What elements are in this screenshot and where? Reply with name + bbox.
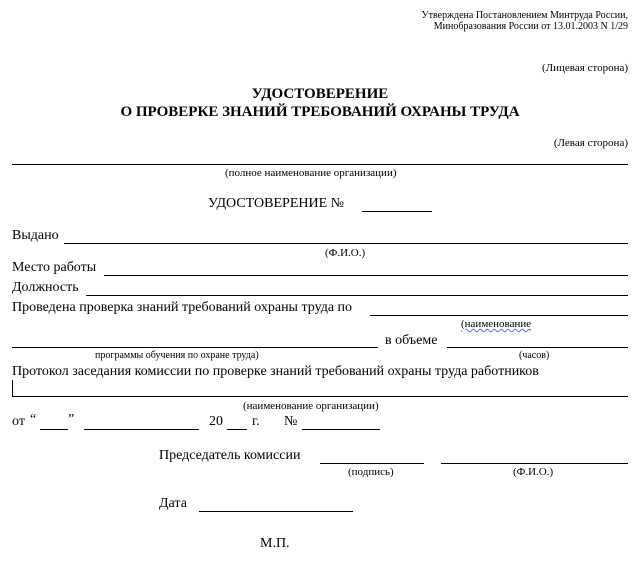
title-line-2: О ПРОВЕРКЕ ЗНАНИЙ ТРЕБОВАНИЙ ОХРАНЫ ТРУДА [120,104,520,120]
fio-caption: (Ф.И.О.) [325,247,366,259]
chairman-fio-line[interactable] [441,463,628,464]
workplace-line[interactable] [104,275,628,276]
naming-caption: (наименование [461,318,532,330]
position-label: Должность [12,280,79,295]
program-line[interactable] [12,347,378,348]
protocol-org-line[interactable] [12,396,628,397]
organization-line[interactable] [12,164,628,165]
quote-close: ” [68,412,75,427]
text-cursor [12,380,13,396]
chairman-label: Председатель комиссии [159,448,301,463]
issued-label: Выдано [12,228,59,243]
certificate-number-line[interactable] [362,211,432,212]
org-name-caption: (наименование организации) [243,400,379,412]
from-label: от [12,414,25,429]
year-suffix: г. [252,414,260,429]
protocol-label: Протокол заседания комиссии по проверке знаний требований охраны труда работников [12,364,539,379]
volume-label: в объеме [385,333,438,348]
program-caption: программы обучения по охране труда) [95,350,259,361]
date-line[interactable] [199,511,353,512]
check-label: Проведена проверка знаний требований охраны труда по [12,300,353,315]
day-line[interactable] [40,429,68,430]
position-line[interactable] [86,295,628,296]
date-label: Дата [159,496,187,511]
approval-line-2: Минобразования России от 13.01.2003 N 1/29 [433,21,628,32]
signature-caption: (подпись) [348,466,394,478]
side-front-label: (Лицевая сторона) [542,62,628,74]
organization-caption: (полное наименование организации) [225,167,397,179]
quote-open: “ [30,412,37,427]
number-sign: № [284,414,298,429]
protocol-number-line[interactable] [302,429,380,430]
approval-line-1: Утверждена Постановлением Минтруда России, [421,10,628,21]
year-prefix: 20 [209,414,223,429]
workplace-label: Место работы [12,260,97,275]
issued-line[interactable] [64,243,628,244]
signature-line[interactable] [320,463,424,464]
title-line-1: УДОСТОВЕРЕНИЕ [251,86,389,102]
chairman-fio-caption: (Ф.И.О.) [513,466,554,478]
hours-caption: (часов) [519,350,550,361]
check-line[interactable] [370,315,628,316]
side-left-label: (Левая сторона) [553,137,628,149]
hours-line[interactable] [447,347,628,348]
approval-note [422,10,628,32]
certificate-number-label: УДОСТОВЕРЕНИЕ № [208,196,345,211]
stamp-label: М.П. [260,536,290,551]
month-line[interactable] [84,429,199,430]
year-line[interactable] [227,429,247,430]
